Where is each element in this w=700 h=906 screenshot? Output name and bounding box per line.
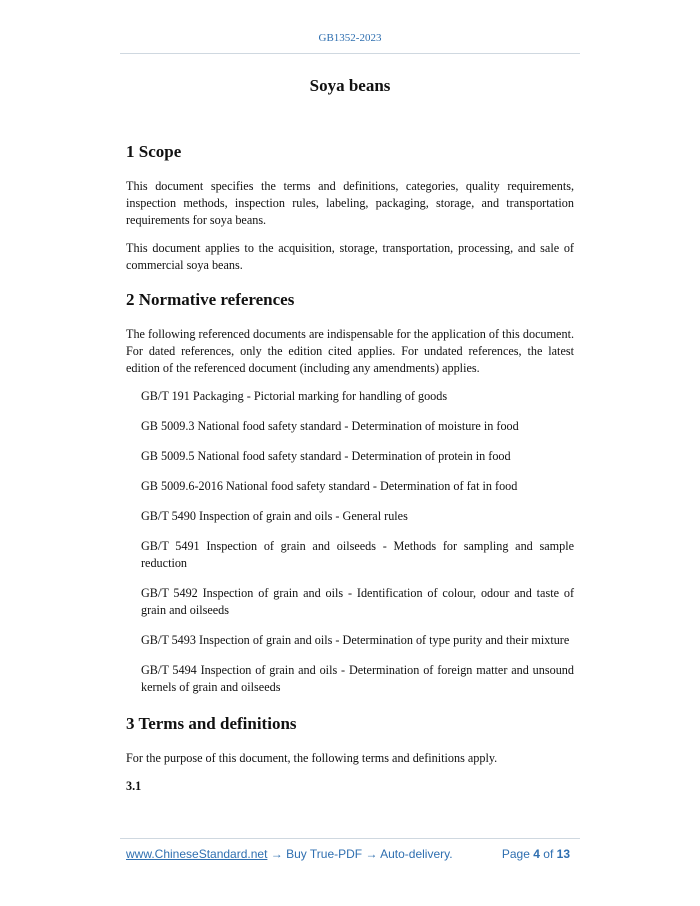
reference-item: GB 5009.3 National food safety standard - Determination of moisture in food [141,419,519,433]
scope-paragraph-2: This document applies to the acquisition, storage, transportation, processing, and sale of commercial soya beans. [126,241,574,272]
site-link[interactable]: www.ChineseStandard.net [126,847,268,861]
page-indicator [502,847,570,861]
normative-intro: The following referenced documents are indispensable for the application of this document. For dated references, only the edition cited applies. For undated references, the latest edition of the referenced document (including any amendments) applies. [126,327,574,375]
header-divider [120,53,580,54]
document-title: Soya beans [309,76,391,95]
reference-item: GB/T 5491 Inspection of grain and oilseeds - Methods for sampling and sample reduction [141,539,574,570]
section-heading-normative-references: 2 Normative references [126,290,295,309]
reference-item: GB/T 5494 Inspection of grain and oils - Determination of foreign matter and unsound kernels of grain and oilseeds [141,663,574,694]
terms-intro: For the purpose of this document, the following terms and definitions apply. [126,751,498,765]
section-heading-terms-definitions: 3 Terms and definitions [126,714,297,733]
term-number: 3.1 [126,779,142,793]
page-total: 13 [556,847,570,861]
reference-item: GB 5009.6-2016 National food safety standard - Determination of fat in food [141,479,518,493]
header-standard-code: GB1352-2023 [318,32,382,44]
reference-item: GB/T 5490 Inspection of grain and oils - General rules [141,509,408,523]
page-of: of [543,847,554,861]
reference-item: GB 5009.5 National food safety standard - Determination of protein in food [141,449,511,463]
page-footer [126,847,574,861]
page-current: 4 [533,847,540,861]
reference-item: GB/T 5492 Inspection of grain and oils - Identification of colour, odour and taste of grain and oilseeds [141,586,574,617]
document-body [126,140,574,795]
reference-item: GB/T 191 Packaging - Pictorial marking for handling of goods [141,389,448,403]
scope-paragraph-1: This document specifies the terms and definitions, categories, quality requirements, inspection methods, inspection rules, labeling, packaging, storage, and transportation requirements for soya beans. [126,179,574,227]
section-heading-scope: 1 Scope [126,142,182,161]
reference-item: GB/T 5493 Inspection of grain and oils - Determination of type purity and their mixture [141,633,570,647]
promo-text: → Buy True-PDF → Auto-delivery. [267,847,453,861]
footer-divider [120,838,580,839]
page-label: Page [501,847,530,861]
